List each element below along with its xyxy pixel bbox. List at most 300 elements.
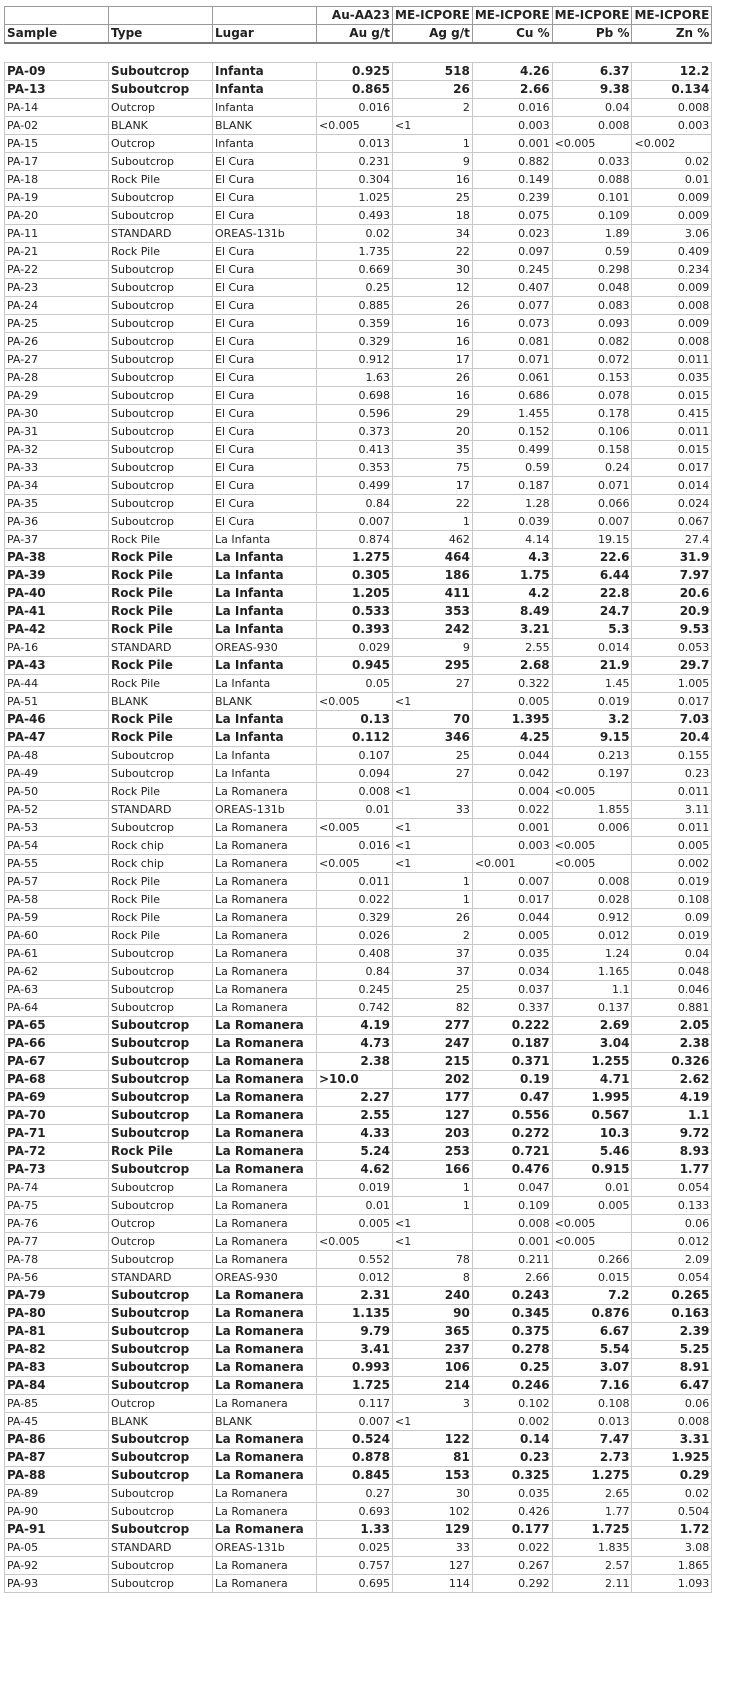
ag-cell: 1: [393, 1178, 473, 1196]
lugar-cell: La Romanera: [213, 782, 317, 800]
cu-cell: 2.66: [472, 80, 552, 98]
sample-cell: PA-36: [5, 512, 109, 530]
au-cell: 0.107: [317, 746, 393, 764]
ag-cell: 81: [393, 1448, 473, 1466]
lugar-cell: La Romanera: [213, 926, 317, 944]
pb-cell: 7.47: [552, 1430, 632, 1448]
sample-cell: PA-92: [5, 1556, 109, 1574]
lugar-cell: La Infanta: [213, 764, 317, 782]
ag-cell: 27: [393, 764, 473, 782]
table-row: [5, 854, 712, 872]
sample-cell: PA-41: [5, 602, 109, 620]
lugar-cell: La Infanta: [213, 746, 317, 764]
ag-cell: <1: [393, 1232, 473, 1250]
cu-cell: 0.022: [472, 1538, 552, 1556]
lugar-cell: La Romanera: [213, 1088, 317, 1106]
table-row: [5, 242, 712, 260]
au-cell: <0.005: [317, 1232, 393, 1250]
zn-cell: 0.019: [632, 926, 712, 944]
zn-cell: 0.008: [632, 296, 712, 314]
sample-cell: PA-73: [5, 1160, 109, 1178]
sample-cell: PA-05: [5, 1538, 109, 1556]
zn-cell: 20.9: [632, 602, 712, 620]
pb-cell: <0.005: [552, 1232, 632, 1250]
sample-cell: PA-79: [5, 1286, 109, 1304]
cu-cell: 0.102: [472, 1394, 552, 1412]
type-cell: Suboutcrop: [109, 422, 213, 440]
ag-cell: 411: [393, 584, 473, 602]
lugar-cell: El Cura: [213, 386, 317, 404]
sample-cell: PA-49: [5, 764, 109, 782]
zn-cell: 6.47: [632, 1376, 712, 1394]
pb-cell: <0.005: [552, 134, 632, 152]
sample-cell: PA-26: [5, 332, 109, 350]
type-cell: Suboutcrop: [109, 278, 213, 296]
zn-cell: 0.881: [632, 998, 712, 1016]
pb-cell: 0.876: [552, 1304, 632, 1322]
pb-cell: 1.275: [552, 1466, 632, 1484]
pb-cell: 1.725: [552, 1520, 632, 1538]
sample-cell: PA-77: [5, 1232, 109, 1250]
zn-cell: 3.06: [632, 224, 712, 242]
pb-cell: 0.007: [552, 512, 632, 530]
cu-cell: 2.68: [472, 656, 552, 674]
cu-cell: 0.322: [472, 674, 552, 692]
au-cell: 0.359: [317, 314, 393, 332]
zn-cell: 0.035: [632, 368, 712, 386]
zn-cell: <0.002: [632, 134, 712, 152]
pb-cell: 0.083: [552, 296, 632, 314]
au-cell: 0.693: [317, 1502, 393, 1520]
ag-cell: <1: [393, 1214, 473, 1232]
cu-cell: 1.395: [472, 710, 552, 728]
zn-cell: 0.108: [632, 890, 712, 908]
table-body: [5, 7, 712, 1593]
lugar-cell: La Romanera: [213, 1178, 317, 1196]
cu-cell: 0.007: [472, 872, 552, 890]
lugar-cell: La Romanera: [213, 1052, 317, 1070]
lugar-cell: El Cura: [213, 476, 317, 494]
pb-cell: 0.006: [552, 818, 632, 836]
zn-cell: 0.002: [632, 854, 712, 872]
table-row: [5, 278, 712, 296]
cu-cell: 0.556: [472, 1106, 552, 1124]
au-cell: 1.025: [317, 188, 393, 206]
au-cell: 4.33: [317, 1124, 393, 1142]
table-row: [5, 566, 712, 584]
sample-cell: PA-23: [5, 278, 109, 296]
ag-cell: 33: [393, 800, 473, 818]
cu-cell: <0.001: [472, 854, 552, 872]
header-row-methods: [5, 7, 712, 25]
table-row: [5, 1304, 712, 1322]
type-cell: Rock Pile: [109, 908, 213, 926]
table-row: [5, 1358, 712, 1376]
ag-cell: <1: [393, 692, 473, 710]
type-cell: Suboutcrop: [109, 1520, 213, 1538]
ag-cell: <1: [393, 836, 473, 854]
ag-cell: 75: [393, 458, 473, 476]
table-row: [5, 1070, 712, 1088]
lugar-cell: La Romanera: [213, 1430, 317, 1448]
type-cell: Rock Pile: [109, 242, 213, 260]
lugar-cell: La Romanera: [213, 1124, 317, 1142]
header-cell: [5, 7, 109, 25]
au-cell: 0.373: [317, 422, 393, 440]
type-cell: Suboutcrop: [109, 494, 213, 512]
sample-cell: PA-61: [5, 944, 109, 962]
lugar-cell: La Infanta: [213, 566, 317, 584]
ag-cell: 26: [393, 296, 473, 314]
lugar-cell: Infanta: [213, 98, 317, 116]
type-cell: Suboutcrop: [109, 62, 213, 80]
pb-cell: 1.89: [552, 224, 632, 242]
lugar-cell: La Romanera: [213, 1304, 317, 1322]
zn-cell: 0.04: [632, 944, 712, 962]
pb-cell: 0.072: [552, 350, 632, 368]
cu-cell: 1.75: [472, 566, 552, 584]
type-cell: Suboutcrop: [109, 386, 213, 404]
table-row: [5, 386, 712, 404]
zn-cell: 1.77: [632, 1160, 712, 1178]
zn-cell: 8.93: [632, 1142, 712, 1160]
cu-cell: 0.016: [472, 98, 552, 116]
pb-cell: 0.093: [552, 314, 632, 332]
ag-cell: 102: [393, 1502, 473, 1520]
sample-cell: PA-82: [5, 1340, 109, 1358]
spacer-cell: [213, 43, 317, 62]
table-row: [5, 1214, 712, 1232]
type-cell: BLANK: [109, 116, 213, 134]
au-cell: 0.304: [317, 170, 393, 188]
lugar-cell: La Romanera: [213, 1070, 317, 1088]
lugar-cell: OREAS-131b: [213, 1538, 317, 1556]
cu-cell: 1.455: [472, 404, 552, 422]
au-cell: 0.885: [317, 296, 393, 314]
table-row: [5, 1124, 712, 1142]
table-row: [5, 1178, 712, 1196]
pb-cell: 19.15: [552, 530, 632, 548]
table-row: [5, 80, 712, 98]
cu-cell: 0.005: [472, 926, 552, 944]
cu-cell: 0.267: [472, 1556, 552, 1574]
lugar-cell: El Cura: [213, 188, 317, 206]
table-row: [5, 458, 712, 476]
ag-cell: 202: [393, 1070, 473, 1088]
sample-cell: PA-68: [5, 1070, 109, 1088]
ag-cell: 464: [393, 548, 473, 566]
lugar-cell: El Cura: [213, 512, 317, 530]
lugar-cell: La Romanera: [213, 1484, 317, 1502]
cu-cell: 0.044: [472, 746, 552, 764]
lugar-cell: Infanta: [213, 134, 317, 152]
lugar-cell: Infanta: [213, 62, 317, 80]
type-cell: Suboutcrop: [109, 1160, 213, 1178]
au-cell: 0.022: [317, 890, 393, 908]
sample-cell: PA-62: [5, 962, 109, 980]
sample-cell: PA-16: [5, 638, 109, 656]
lugar-cell: La Romanera: [213, 1574, 317, 1592]
au-cell: <0.005: [317, 692, 393, 710]
cu-cell: 0.001: [472, 134, 552, 152]
sample-cell: PA-55: [5, 854, 109, 872]
au-cell: 0.25: [317, 278, 393, 296]
zn-cell: 0.06: [632, 1394, 712, 1412]
lugar-cell: La Romanera: [213, 908, 317, 926]
table-row: [5, 476, 712, 494]
cu-cell: 0.149: [472, 170, 552, 188]
cu-cell: 0.337: [472, 998, 552, 1016]
table-row: [5, 1160, 712, 1178]
spacer-cell: [632, 43, 712, 62]
table-row: [5, 260, 712, 278]
table-row: [5, 1106, 712, 1124]
zn-cell: 12.2: [632, 62, 712, 80]
zn-cell: 0.134: [632, 80, 712, 98]
zn-cell: 0.415: [632, 404, 712, 422]
zn-cell: 0.017: [632, 692, 712, 710]
sample-cell: PA-65: [5, 1016, 109, 1034]
lugar-cell: OREAS-131b: [213, 800, 317, 818]
zn-cell: 4.19: [632, 1088, 712, 1106]
au-cell: 0.669: [317, 260, 393, 278]
au-cell: 0.005: [317, 1214, 393, 1232]
type-cell: BLANK: [109, 692, 213, 710]
lugar-cell: La Romanera: [213, 836, 317, 854]
cu-cell: 4.14: [472, 530, 552, 548]
table-row: [5, 1322, 712, 1340]
type-cell: Suboutcrop: [109, 1556, 213, 1574]
type-cell: Suboutcrop: [109, 1034, 213, 1052]
table-row: [5, 926, 712, 944]
ag-cell: 17: [393, 476, 473, 494]
zn-cell: 0.017: [632, 458, 712, 476]
au-cell: 0.117: [317, 1394, 393, 1412]
ag-cell: 25: [393, 980, 473, 998]
column-header-lugar: Lugar: [213, 25, 317, 44]
au-cell: <0.005: [317, 116, 393, 134]
table-row: [5, 1466, 712, 1484]
type-cell: Suboutcrop: [109, 404, 213, 422]
type-cell: Suboutcrop: [109, 368, 213, 386]
assay-results-table: [4, 6, 712, 1593]
table-row: [5, 818, 712, 836]
zn-cell: 1.865: [632, 1556, 712, 1574]
zn-cell: 0.02: [632, 152, 712, 170]
au-cell: 0.007: [317, 1412, 393, 1430]
table-row: [5, 656, 712, 674]
sample-cell: PA-90: [5, 1502, 109, 1520]
lugar-cell: La Romanera: [213, 1106, 317, 1124]
type-cell: Rock Pile: [109, 1142, 213, 1160]
zn-cell: 0.06: [632, 1214, 712, 1232]
table-row: [5, 1034, 712, 1052]
lugar-cell: La Romanera: [213, 1196, 317, 1214]
table-row: [5, 1196, 712, 1214]
au-cell: 0.019: [317, 1178, 393, 1196]
au-cell: 0.27: [317, 1484, 393, 1502]
table-row: [5, 1448, 712, 1466]
table-row: [5, 890, 712, 908]
cu-cell: 0.325: [472, 1466, 552, 1484]
zn-cell: 0.23: [632, 764, 712, 782]
pb-cell: 0.266: [552, 1250, 632, 1268]
column-header-pb: Pb %: [552, 25, 632, 44]
pb-cell: 0.912: [552, 908, 632, 926]
zn-cell: 29.7: [632, 656, 712, 674]
cu-cell: 0.278: [472, 1340, 552, 1358]
type-cell: Suboutcrop: [109, 1016, 213, 1034]
zn-cell: 2.38: [632, 1034, 712, 1052]
pb-cell: <0.005: [552, 836, 632, 854]
lugar-cell: La Romanera: [213, 1466, 317, 1484]
pb-cell: 0.008: [552, 872, 632, 890]
type-cell: Suboutcrop: [109, 1250, 213, 1268]
lugar-cell: La Romanera: [213, 1034, 317, 1052]
table-row: [5, 674, 712, 692]
au-cell: 4.62: [317, 1160, 393, 1178]
sample-cell: PA-59: [5, 908, 109, 926]
ag-cell: 37: [393, 944, 473, 962]
zn-cell: 0.011: [632, 782, 712, 800]
ag-cell: 242: [393, 620, 473, 638]
type-cell: Outcrop: [109, 134, 213, 152]
au-cell: 5.24: [317, 1142, 393, 1160]
type-cell: Suboutcrop: [109, 818, 213, 836]
sample-cell: PA-27: [5, 350, 109, 368]
cu-cell: 0.14: [472, 1430, 552, 1448]
zn-cell: 0.02: [632, 1484, 712, 1502]
au-cell: 2.38: [317, 1052, 393, 1070]
lugar-cell: La Romanera: [213, 1016, 317, 1034]
zn-cell: 3.11: [632, 800, 712, 818]
au-cell: 0.845: [317, 1466, 393, 1484]
table-row: [5, 1394, 712, 1412]
au-cell: 0.012: [317, 1268, 393, 1286]
zn-cell: 7.03: [632, 710, 712, 728]
lugar-cell: La Infanta: [213, 674, 317, 692]
pb-cell: 6.44: [552, 566, 632, 584]
cu-cell: 0.187: [472, 476, 552, 494]
cu-cell: 0.246: [472, 1376, 552, 1394]
zn-cell: 0.054: [632, 1178, 712, 1196]
zn-cell: 0.009: [632, 206, 712, 224]
lugar-cell: El Cura: [213, 278, 317, 296]
type-cell: Rock Pile: [109, 620, 213, 638]
table-row: [5, 710, 712, 728]
header-cell: [213, 7, 317, 25]
ag-cell: 177: [393, 1088, 473, 1106]
pb-cell: 7.2: [552, 1286, 632, 1304]
zn-cell: 0.009: [632, 278, 712, 296]
zn-cell: 27.4: [632, 530, 712, 548]
table-row: [5, 908, 712, 926]
ag-cell: 214: [393, 1376, 473, 1394]
table-row: [5, 620, 712, 638]
lugar-cell: La Infanta: [213, 530, 317, 548]
au-cell: 0.007: [317, 512, 393, 530]
au-cell: 1.735: [317, 242, 393, 260]
table-row: [5, 134, 712, 152]
ag-cell: 25: [393, 746, 473, 764]
type-cell: Rock Pile: [109, 548, 213, 566]
au-cell: 0.016: [317, 98, 393, 116]
ag-cell: 203: [393, 1124, 473, 1142]
cu-cell: 0.407: [472, 278, 552, 296]
sample-cell: PA-32: [5, 440, 109, 458]
type-cell: Suboutcrop: [109, 332, 213, 350]
pb-cell: 0.197: [552, 764, 632, 782]
ag-cell: 122: [393, 1430, 473, 1448]
cu-cell: 0.371: [472, 1052, 552, 1070]
ag-cell: 82: [393, 998, 473, 1016]
cu-cell: 0.499: [472, 440, 552, 458]
cu-cell: 0.004: [472, 782, 552, 800]
ag-cell: 18: [393, 206, 473, 224]
type-cell: Rock Pile: [109, 890, 213, 908]
type-cell: Suboutcrop: [109, 1466, 213, 1484]
type-cell: Suboutcrop: [109, 980, 213, 998]
type-cell: Rock Pile: [109, 926, 213, 944]
cu-cell: 0.187: [472, 1034, 552, 1052]
type-cell: Suboutcrop: [109, 1070, 213, 1088]
sample-cell: PA-70: [5, 1106, 109, 1124]
lugar-cell: El Cura: [213, 368, 317, 386]
method-header-zn: ME-ICPORE: [632, 7, 712, 25]
type-cell: Suboutcrop: [109, 962, 213, 980]
ag-cell: 106: [393, 1358, 473, 1376]
table-row: [5, 1556, 712, 1574]
pb-cell: 1.855: [552, 800, 632, 818]
type-cell: Suboutcrop: [109, 1304, 213, 1322]
sample-cell: PA-15: [5, 134, 109, 152]
au-cell: 0.84: [317, 962, 393, 980]
sample-cell: PA-51: [5, 692, 109, 710]
table-row: [5, 1502, 712, 1520]
type-cell: Rock Pile: [109, 728, 213, 746]
au-cell: 0.231: [317, 152, 393, 170]
cu-cell: 4.2: [472, 584, 552, 602]
cu-cell: 0.882: [472, 152, 552, 170]
lugar-cell: La Romanera: [213, 1556, 317, 1574]
lugar-cell: La Romanera: [213, 1340, 317, 1358]
au-cell: 9.79: [317, 1322, 393, 1340]
pb-cell: 2.73: [552, 1448, 632, 1466]
pb-cell: 0.24: [552, 458, 632, 476]
type-cell: Suboutcrop: [109, 1106, 213, 1124]
sample-cell: PA-11: [5, 224, 109, 242]
lugar-cell: La Infanta: [213, 710, 317, 728]
type-cell: Suboutcrop: [109, 350, 213, 368]
table-row: [5, 188, 712, 206]
zn-cell: 0.003: [632, 116, 712, 134]
table-row: [5, 404, 712, 422]
lugar-cell: La Romanera: [213, 1448, 317, 1466]
type-cell: Outcrop: [109, 1394, 213, 1412]
type-cell: Suboutcrop: [109, 188, 213, 206]
pb-cell: 1.995: [552, 1088, 632, 1106]
type-cell: BLANK: [109, 1412, 213, 1430]
pb-cell: 0.066: [552, 494, 632, 512]
au-cell: 0.408: [317, 944, 393, 962]
type-cell: Suboutcrop: [109, 1502, 213, 1520]
lugar-cell: La Infanta: [213, 584, 317, 602]
au-cell: 0.865: [317, 80, 393, 98]
au-cell: 0.026: [317, 926, 393, 944]
au-cell: 2.27: [317, 1088, 393, 1106]
cu-cell: 0.097: [472, 242, 552, 260]
table-row: [5, 1412, 712, 1430]
